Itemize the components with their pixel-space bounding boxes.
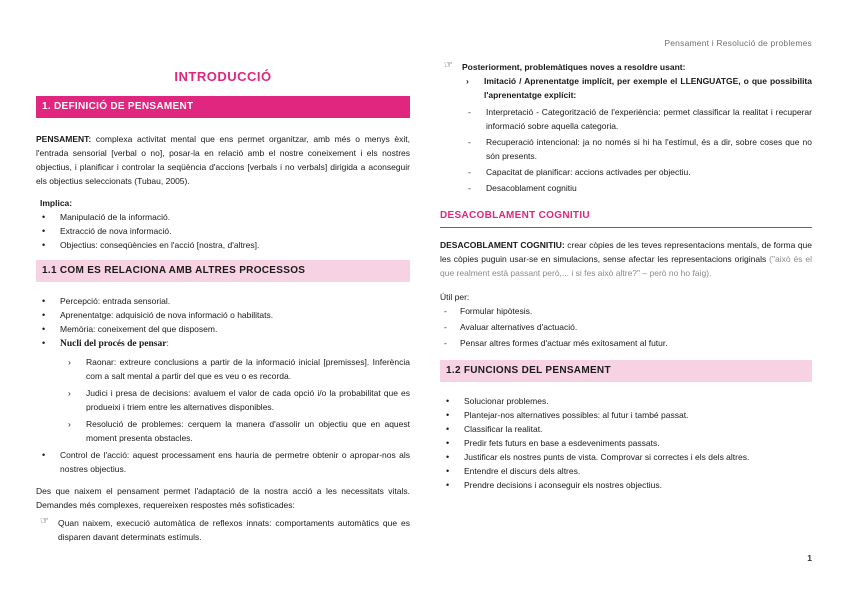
development-list xyxy=(36,516,410,544)
list-item: • Predir fets futurs en base a esdeveniments passats. xyxy=(440,436,812,450)
list-item: • Memòria: coneixement del que disposem. xyxy=(36,322,410,336)
list-item: ☞ Posteriorment, problemàtiques noves a resoldre usant: xyxy=(440,60,812,74)
desacoblament-paragraph xyxy=(440,238,812,280)
list-item: • Manipulació de la informació. xyxy=(36,210,410,224)
desacoblament-quote: ("això és el que realment està passant però,... i si fes això altre?" – però no ho faig). xyxy=(440,254,812,278)
list-item: - Formular hipòtesis. xyxy=(440,304,812,318)
list-item: • Justificar els nostres punts de vista. Comprovar si correctes i els dels altres. xyxy=(440,450,812,464)
page-number: 1 xyxy=(807,553,812,563)
list-item: • Solucionar problemes. xyxy=(440,394,812,408)
list-item: • Control de l'acció: aquest processament ens hauria de permetre obtenir o apropar-nos als nostres objectius. xyxy=(36,448,410,476)
desacoblament-heading: DESACOBLAMENT COGNITIU xyxy=(440,209,812,228)
nucli-item: • Nucli del procés de pensar: › Raonar: extreure conclusions a partir de la informació inicial [premisses]. Inferència com a salt mental a partir del que es veu o es recorda. › Judici i presa de decisions: avaluem el valor de cada opció i/o la probabilitat que es produeixi i triem entre les alternatives disponibles. › Resolució de problemes: cerquem la manera d'assolir un objectiu que en aquest moment presenta obstacles. xyxy=(36,336,410,445)
list-item: • Plantejar-nos alternatives possibles: al futur i també passat. xyxy=(440,408,812,422)
imitation-list xyxy=(440,74,812,102)
nucli-label: Nucli del procés de pensar xyxy=(60,339,167,349)
section-1-heading: 1. DEFINICIÓ DE PENSAMENT xyxy=(36,96,410,118)
left-column xyxy=(36,60,410,552)
nucli-sublist xyxy=(60,355,410,445)
right-column xyxy=(440,60,812,500)
list-item: - Capacitat de planificar: accions activades per objectiu. xyxy=(440,165,812,179)
development-paragraph: Des que naixem el pensament permet l'adaptació de la nostra acció a les necessitats vitals. Demandes més complexes, requereixen respostes més sofisticades: xyxy=(36,486,410,510)
later-list xyxy=(440,60,812,74)
list-item: • Aprenentatge: adquisició de nova informació o habilitats. xyxy=(36,308,410,322)
list-item: • Classificar la realitat. xyxy=(440,422,812,436)
list-item: › Raonar: extreure conclusions a partir de la informació inicial [premisses]. Inferència com a salt mental a partir del que es veu o es recorda. xyxy=(60,355,410,383)
list-item: • Percepció: entrada sensorial. xyxy=(36,294,410,308)
list-item: • Objectius: conseqüències en l'acció [nostra, d'altres]. xyxy=(36,238,410,252)
list-item: • Entendre el discurs dels altres. xyxy=(440,464,812,478)
list-item: › Judici i presa de decisions: avaluem el valor de cada opció i/o la probabilitat que es produeixi i triem entre les alternatives disponibles. xyxy=(60,386,410,414)
util-label: Útil per: xyxy=(440,292,470,302)
desacoblament-text: crear còpies de les teves representacions mentals, de forma que les còpies puguin usar-se en simulacions, sense afectar les representacions originals xyxy=(440,240,813,264)
implica-label: Implica: xyxy=(40,198,73,208)
desacoblament-term: DESACOBLAMENT COGNITIU: xyxy=(440,240,565,250)
section-1-1-heading: 1.1 COM ES RELACIONA AMB ALTRES PROCESSOS xyxy=(36,260,410,282)
list-item: ☞ Quan naixem, execució automàtica de reflexos innats: comportaments automàtics que es disparen davant determinats estímuls. xyxy=(36,516,410,544)
implica-list xyxy=(36,210,410,252)
list-item: › Resolució de problemes: cerquem la manera d'assolir un objectiu que en aquest moment presenta obstacles. xyxy=(60,417,410,445)
list-item: - Desacoblament cognitiu xyxy=(440,181,812,195)
section-1-2-heading: 1.2 FUNCIONS DEL PENSAMENT xyxy=(440,360,812,382)
definition-text: complexa activitat mental que ens permet organitzar, amb més o menys èxit, l'entrada sensorial [verbal o no], posar-la en relació amb el nostre coneixement i els nostres objectius, i planificar i controlar la seqüència d'accions [verbals i no verbals] dirigida a aconseguir els objectius seleccionats (Tubau, 2005). xyxy=(36,134,410,186)
list-item: - Pensar altres formes d'actuar més exitosament al futur. xyxy=(440,336,812,350)
list-item: - Interpretació - Categorització de l'experiència: permet classificar la realitat i recuperar informació sobre aquella categoria. xyxy=(440,105,812,133)
page-title: INTRODUCCIÓ xyxy=(174,69,272,84)
definition-paragraph xyxy=(36,132,410,188)
list-item: - Recuperació intencional: ja no només si hi ha l'estímul, és a dir, sobre coses que no són presents. xyxy=(440,135,812,163)
funcions-list xyxy=(440,394,812,492)
util-list xyxy=(440,304,812,350)
list-item: • Prendre decisions i aconseguir els nostres objectius. xyxy=(440,478,812,492)
list-item: • Extracció de nova informació. xyxy=(36,224,410,238)
processes-list xyxy=(36,294,410,476)
explicit-learning-list xyxy=(440,105,812,195)
list-item: - Avaluar alternatives d'actuació. xyxy=(440,320,812,334)
definition-term: PENSAMENT: xyxy=(36,134,92,144)
list-item: › Imitació / Aprenentatge implícit, per exemple el LLENGUATGE, o que possibilita l'aprenentatge explícit: xyxy=(458,74,812,102)
running-header: Pensament i Resolució de problemes xyxy=(664,38,812,48)
